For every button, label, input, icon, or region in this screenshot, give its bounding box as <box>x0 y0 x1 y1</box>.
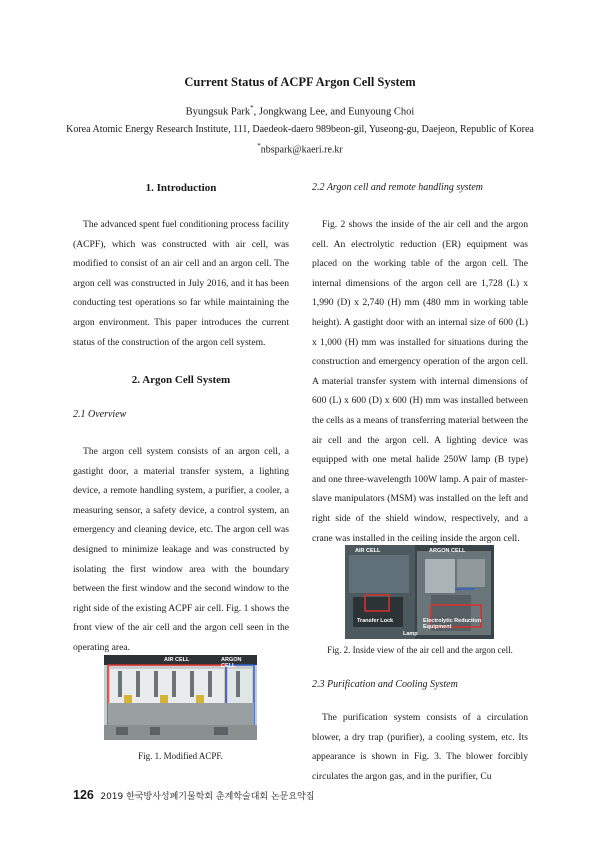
figure-2-transfer-lock-label: Transfer Lock <box>357 618 394 624</box>
email-mark: * <box>257 142 261 150</box>
section-introduction-title: 1. Introduction <box>145 182 217 194</box>
overview-paragraph: The argon cell system consists of an argon cell, a gastight door, a material transfer system, a lighting device, a remote handling system, a purifier, a cooler, a measuring sensor, a safety device, a control system, an emergency and cleaning device, etc. The argon cell was designed to minimize leakage and was constructed by isolating the first window area with the boundary between the first window and the second window to the right side of the existing ACPF air cell. Fig. 1 shows the front view of the air cell and the argon cell seen in the operating area. <box>73 446 289 653</box>
remote-handling-paragraph: Fig. 2 shows the inside of the air cell and the argon cell. An electrolytic reduction (ER) equipment was placed on the working table of the argon cell. The internal dimensions of the argon cell are 1,728 (L) x 1,990 (D) x 2,740 (H) mm (480 mm in working table height). A gastight door with an internal size of 600 (L) x 1,000 (H) mm was installed for situations during the construction and emergency operation of the argon cell. A material transfer system with internal dimensions of 600 (L) x 600 (D) x 600 (H) mm was installed between the cells as a means of transferring material between the air cell and the argon cell. A lighting device was equipped with one metal halide 250W lamp (B type) and one three-wavelength 100W lamp. A pair of master-slave manipulators (MSM) was installed on the left and right side of the shield window, respectively, and a crane was installed in the ceiling inside the argon cell. <box>312 219 528 544</box>
email-address: nbspark@kaeri.re.kr <box>260 144 343 156</box>
subsection-purification-title: 2.3 Purification and Cooling System <box>312 679 458 690</box>
page-number: 126 <box>73 788 94 802</box>
figure-1-photo <box>104 655 257 740</box>
subsection-remote-handling-title: 2.2 Argon cell and remote handling system <box>312 182 483 193</box>
subsection-overview-title: 2.1 Overview <box>73 409 127 420</box>
figure-2-caption: Fig. 2. Inside view of the air cell and the argon cell. <box>327 645 513 655</box>
figure-1-air-cell-label: AIR CELL <box>164 657 190 663</box>
proceedings-title: 2019 한국방사성폐기물학회 춘계학술대회 논문요약집 <box>100 792 315 802</box>
purification-paragraph: The purification system consists of a circulation blower, a dry trap (purifier), a cooling system, etc. Its appearance is shown in Fig. 3. The blower forcibly circulates the argon gas, and in the purifier, Cu <box>312 712 528 782</box>
figure-1-argon-cell-label: ARGON CELL <box>221 657 242 669</box>
affiliation: Korea Atomic Energy Research Institute, 111, Daedeok-daero 989beon-gil, Yuseong-gu, Daejeon, Republic of Korea <box>66 124 534 135</box>
page-footer <box>73 788 314 802</box>
author-primary: Byungsuk Park <box>185 106 251 118</box>
figure-2-lamp-label: Lamp <box>403 631 418 637</box>
email-line <box>0 142 600 155</box>
figure-1-caption: Fig. 1. Modified ACPF. <box>138 751 223 761</box>
figure-2-er-equipment-label: Electrolytic Reduction Equipment <box>423 618 482 630</box>
author-list <box>0 104 600 118</box>
figure-2-photo <box>345 545 494 639</box>
figure-2-air-cell-label: AIR CELL <box>355 548 381 554</box>
figure-2-argon-cell-label: ARGON CELL <box>429 548 466 554</box>
author-others: , Jongkwang Lee, and Eunyoung Choi <box>253 106 415 118</box>
corresponding-mark: * <box>250 104 254 112</box>
introduction-paragraph: The advanced spent fuel conditioning process facility (ACPF), which was constructed with air cell, was modified to consist of an air cell and an argon cell. The argon cell was constructed in July 2016, and it has been conducting test operations so far while maintaining the argon environment. This paper introduces the current status of the construction of the argon cell system. <box>73 219 289 348</box>
section-argon-cell-title: 2. Argon Cell System <box>131 374 231 386</box>
paper-title: Current Status of ACPF Argon Cell System <box>184 75 416 89</box>
